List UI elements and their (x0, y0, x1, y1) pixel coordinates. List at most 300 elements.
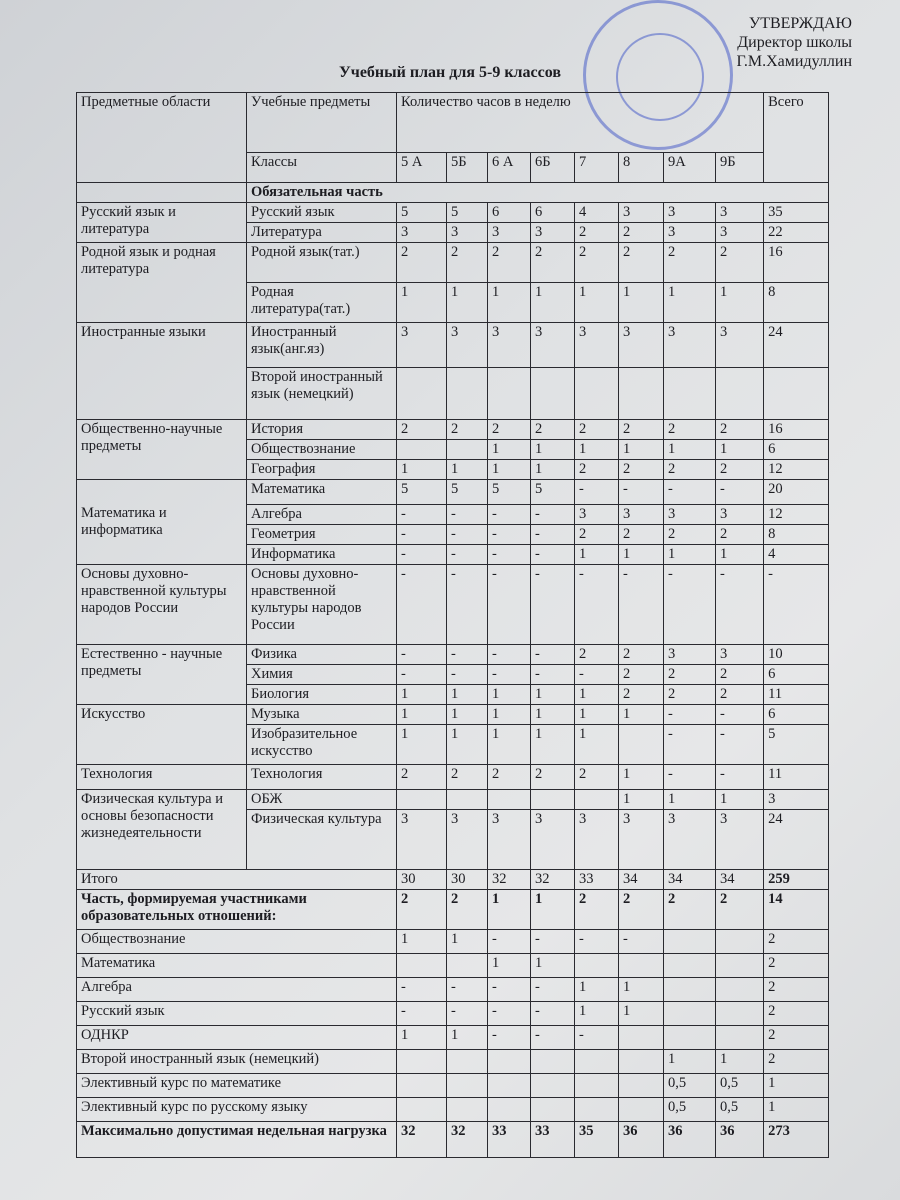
hours-cell: 2 (716, 890, 764, 930)
hours-cell (447, 790, 488, 810)
hours-cell: - (619, 930, 664, 954)
hours-cell: - (397, 545, 447, 565)
hours-cell: 3 (716, 203, 764, 223)
total-cell: 1 (764, 1074, 829, 1098)
hours-cell: - (447, 978, 488, 1002)
hours-cell (397, 1050, 447, 1074)
area-name: Общественно-научные предметы (77, 420, 247, 480)
part2-item-row-label: Элективный курс по русскому языку (77, 1098, 397, 1122)
hours-cell (488, 1074, 531, 1098)
table-row (77, 790, 829, 810)
subject-name: Математика (247, 480, 397, 505)
hours-cell: 5 (488, 480, 531, 505)
hours-cell: 33 (531, 1122, 575, 1158)
hours-cell: 0,5 (664, 1098, 716, 1122)
hours-cell (716, 1002, 764, 1026)
hours-cell: - (488, 565, 531, 645)
subject-name: ОБЖ (247, 790, 397, 810)
hours-cell: 3 (447, 223, 488, 243)
hours-cell: 2 (619, 223, 664, 243)
hours-cell: 3 (664, 645, 716, 665)
hours-cell: - (619, 480, 664, 505)
total-cell: 20 (764, 480, 829, 505)
hours-cell: - (531, 665, 575, 685)
hours-cell: 34 (619, 870, 664, 890)
class-header: 6Б (531, 153, 575, 183)
hours-cell: 2 (531, 765, 575, 790)
hours-cell: - (716, 705, 764, 725)
hours-cell: 2 (447, 243, 488, 283)
hours-cell: 1 (397, 460, 447, 480)
class-header: 5 А (397, 153, 447, 183)
hours-cell: 34 (664, 870, 716, 890)
hours-cell: 2 (575, 765, 619, 790)
hours-cell: 1 (447, 1026, 488, 1050)
hours-cell: - (488, 645, 531, 665)
hours-cell: - (716, 725, 764, 765)
hours-cell: 33 (488, 1122, 531, 1158)
hours-cell: 2 (575, 645, 619, 665)
total-cell: 5 (764, 725, 829, 765)
hours-cell: 1 (664, 790, 716, 810)
itogo-row-label: Итого (77, 870, 397, 890)
hours-cell: 34 (716, 870, 764, 890)
hours-cell: 3 (664, 810, 716, 870)
hours-cell: 1 (447, 685, 488, 705)
hours-cell (397, 790, 447, 810)
hours-cell: 2 (488, 420, 531, 440)
hours-cell: 1 (716, 440, 764, 460)
total-cell: 12 (764, 460, 829, 480)
subject-name: Основы духовно-нравственной культуры народов России (247, 565, 397, 645)
hours-cell: - (397, 645, 447, 665)
total-cell: 273 (764, 1122, 829, 1158)
hours-cell: 3 (531, 810, 575, 870)
hours-cell: 5 (397, 203, 447, 223)
hours-cell: - (488, 930, 531, 954)
hours-cell: - (397, 565, 447, 645)
hours-cell: 2 (575, 243, 619, 283)
table-row (77, 765, 829, 790)
hours-cell: 1 (488, 685, 531, 705)
hours-cell: - (488, 525, 531, 545)
hours-cell: - (619, 565, 664, 645)
total-cell: 11 (764, 765, 829, 790)
hours-cell (531, 1050, 575, 1074)
total-cell: 24 (764, 323, 829, 368)
hours-cell: 5 (397, 480, 447, 505)
hours-cell: - (664, 565, 716, 645)
hours-cell: 0,5 (716, 1098, 764, 1122)
hours-cell: 1 (575, 978, 619, 1002)
hours-cell: 6 (488, 203, 531, 223)
hours-cell: 1 (619, 440, 664, 460)
approval-line-3: Г.М.Хамидуллин (736, 53, 852, 70)
hours-cell (397, 440, 447, 460)
mandatory-empty (77, 183, 247, 203)
hours-cell (447, 368, 488, 420)
hours-cell (531, 1098, 575, 1122)
hours-cell: 1 (716, 545, 764, 565)
class-header: 9Б (716, 153, 764, 183)
hours-cell (664, 1002, 716, 1026)
table-row (77, 323, 829, 368)
hours-cell: 3 (488, 810, 531, 870)
hours-cell: 1 (397, 930, 447, 954)
table-row (77, 203, 829, 223)
subject-name: Родная литература(тат.) (247, 283, 397, 323)
hours-cell: 3 (488, 323, 531, 368)
hours-cell: 1 (488, 725, 531, 765)
hours-cell: - (488, 665, 531, 685)
hours-cell: 1 (531, 705, 575, 725)
part2-item-row (77, 930, 829, 954)
total-cell: 35 (764, 203, 829, 223)
hours-cell: 3 (531, 223, 575, 243)
total-cell: 6 (764, 705, 829, 725)
hours-cell: 1 (619, 1002, 664, 1026)
part2-item-row-label: Элективный курс по математике (77, 1074, 397, 1098)
hours-cell (488, 790, 531, 810)
hours-cell: 36 (664, 1122, 716, 1158)
hours-cell (531, 1074, 575, 1098)
hours-cell: 2 (619, 460, 664, 480)
hours-cell: 1 (619, 765, 664, 790)
document-title: Учебный план для 5-9 классов (339, 64, 561, 81)
hours-cell (397, 1074, 447, 1098)
subject-name: География (247, 460, 397, 480)
hours-cell: 1 (531, 440, 575, 460)
hours-cell: 2 (575, 525, 619, 545)
hours-cell: 36 (716, 1122, 764, 1158)
hours-cell: 1 (619, 790, 664, 810)
hours-cell: 3 (447, 810, 488, 870)
hours-cell: - (447, 665, 488, 685)
area-name: Математика и информатика (77, 480, 247, 565)
hours-cell: 1 (575, 685, 619, 705)
hours-cell: 1 (531, 460, 575, 480)
part2-row-label: Часть, формируемая участниками образовательных отношений: (77, 890, 397, 930)
hours-cell: - (397, 665, 447, 685)
approval-line-2: Директор школы (737, 34, 852, 51)
hours-cell: 3 (531, 323, 575, 368)
hours-cell (619, 1026, 664, 1050)
subject-name: Иностранный язык(анг.яз) (247, 323, 397, 368)
class-header: 6 А (488, 153, 531, 183)
hours-cell: 2 (664, 665, 716, 685)
hours-cell: 32 (488, 870, 531, 890)
hours-cell: - (397, 978, 447, 1002)
hours-cell: 2 (397, 420, 447, 440)
subject-name: Литература (247, 223, 397, 243)
area-name: Искусство (77, 705, 247, 765)
hours-cell: - (716, 765, 764, 790)
hours-cell (488, 1050, 531, 1074)
total-cell: 2 (764, 1002, 829, 1026)
total-cell: 6 (764, 665, 829, 685)
subject-name: Русский язык (247, 203, 397, 223)
hours-cell: - (447, 545, 488, 565)
hours-cell: - (531, 545, 575, 565)
hours-cell: 1 (447, 283, 488, 323)
hours-cell: 2 (664, 685, 716, 705)
hours-cell: - (488, 1026, 531, 1050)
area-name: Родной язык и родная литература (77, 243, 247, 323)
hours-cell (716, 930, 764, 954)
total-cell: 16 (764, 420, 829, 440)
hours-cell: - (531, 930, 575, 954)
hours-cell: - (575, 1026, 619, 1050)
area-name: Основы духовно-нравственной культуры народов России (77, 565, 247, 645)
hours-cell (716, 978, 764, 1002)
hours-cell: 33 (575, 870, 619, 890)
hours-cell: 3 (397, 810, 447, 870)
hours-cell: 5 (531, 480, 575, 505)
hours-cell: 1 (531, 890, 575, 930)
part2-item-row-label: Математика (77, 954, 397, 978)
hours-cell: 1 (397, 1026, 447, 1050)
area-name: Естественно - научные предметы (77, 645, 247, 705)
subject-name: Изобразительное искусство (247, 725, 397, 765)
part2-item-row-label: ОДНКР (77, 1026, 397, 1050)
hours-cell (575, 954, 619, 978)
hours-cell (397, 368, 447, 420)
hours-cell (575, 368, 619, 420)
subject-name: Химия (247, 665, 397, 685)
hours-cell: 2 (664, 460, 716, 480)
max-load-row-label: Максимально допустимая недельная нагрузка (77, 1122, 397, 1158)
hours-cell: 3 (664, 203, 716, 223)
hours-cell: 2 (716, 665, 764, 685)
hours-cell: 2 (447, 765, 488, 790)
hours-cell: 1 (531, 954, 575, 978)
total-cell: 1 (764, 1098, 829, 1122)
hours-cell: - (531, 978, 575, 1002)
class-header: 5Б (447, 153, 488, 183)
hours-cell: 3 (619, 323, 664, 368)
hours-cell (575, 790, 619, 810)
hours-cell: 32 (397, 1122, 447, 1158)
hours-cell: 1 (716, 1050, 764, 1074)
hours-cell: 1 (397, 685, 447, 705)
area-name: Технология (77, 765, 247, 790)
hours-cell: - (531, 525, 575, 545)
hours-cell: - (447, 525, 488, 545)
hours-cell (447, 1050, 488, 1074)
hours-cell: - (575, 665, 619, 685)
hours-cell (575, 1050, 619, 1074)
table-row (77, 565, 829, 645)
hours-cell: 2 (575, 460, 619, 480)
hours-cell (664, 368, 716, 420)
part2-item-row (77, 1074, 829, 1098)
hours-cell: - (488, 978, 531, 1002)
part2-item-row-label: Обществознание (77, 930, 397, 954)
hours-cell (575, 1074, 619, 1098)
hours-cell (664, 978, 716, 1002)
total-cell: 24 (764, 810, 829, 870)
hours-cell: 2 (664, 243, 716, 283)
hours-cell: 1 (488, 440, 531, 460)
hours-cell: 1 (619, 978, 664, 1002)
hours-cell: - (664, 765, 716, 790)
hours-cell: 1 (447, 930, 488, 954)
hours-cell: - (716, 480, 764, 505)
hours-cell: - (397, 1002, 447, 1026)
hours-cell: 1 (575, 283, 619, 323)
subject-name: Геометрия (247, 525, 397, 545)
part2-item-row-label: Русский язык (77, 1002, 397, 1026)
hours-cell: 2 (488, 243, 531, 283)
approval-block (736, 14, 852, 71)
mandatory-row (77, 183, 829, 203)
hours-cell: 2 (531, 420, 575, 440)
approval-line-1: УТВЕРЖДАЮ (748, 15, 852, 32)
total-cell: 2 (764, 954, 829, 978)
table-row (77, 420, 829, 440)
total-cell: 8 (764, 525, 829, 545)
hours-cell (716, 368, 764, 420)
hours-cell: 3 (716, 505, 764, 525)
hours-cell: 2 (716, 525, 764, 545)
hours-cell (716, 954, 764, 978)
class-header: 9А (664, 153, 716, 183)
hours-cell: - (447, 1002, 488, 1026)
hours-cell: - (575, 930, 619, 954)
total-cell: 2 (764, 978, 829, 1002)
class-header: 7 (575, 153, 619, 183)
hours-cell: 3 (716, 223, 764, 243)
hours-cell: - (488, 505, 531, 525)
hours-cell (531, 368, 575, 420)
hours-cell: 1 (619, 545, 664, 565)
hours-cell: 3 (716, 323, 764, 368)
hours-cell: 2 (619, 525, 664, 545)
subject-name: История (247, 420, 397, 440)
subject-name: Второй иностранный язык (немецкий) (247, 368, 397, 420)
hours-cell: - (531, 645, 575, 665)
hours-cell: 2 (664, 890, 716, 930)
hours-cell (664, 954, 716, 978)
hours-cell: 5 (447, 480, 488, 505)
hours-cell: 30 (447, 870, 488, 890)
area-name: Русский язык и литература (77, 203, 247, 243)
hours-cell: 3 (716, 645, 764, 665)
hours-cell: 1 (664, 545, 716, 565)
hours-cell: 3 (397, 223, 447, 243)
header-subjects: Учебные предметы (247, 93, 397, 153)
hours-cell: 1 (575, 545, 619, 565)
subject-name: Алгебра (247, 505, 397, 525)
hours-cell: 3 (575, 323, 619, 368)
total-cell: - (764, 565, 829, 645)
hours-cell: - (664, 480, 716, 505)
subject-name: Родной язык(тат.) (247, 243, 397, 283)
subject-name: Физика (247, 645, 397, 665)
part2-item-row (77, 1002, 829, 1026)
hours-cell: 3 (447, 323, 488, 368)
hours-cell: 2 (575, 420, 619, 440)
hours-cell (397, 954, 447, 978)
total-cell: 2 (764, 1050, 829, 1074)
table-body (77, 93, 829, 1158)
hours-cell: 2 (664, 420, 716, 440)
hours-cell: 6 (531, 203, 575, 223)
hours-cell: 1 (664, 440, 716, 460)
hours-cell: - (397, 505, 447, 525)
hours-cell: 5 (447, 203, 488, 223)
hours-cell: - (531, 1026, 575, 1050)
hours-cell: 1 (619, 705, 664, 725)
hours-cell: 35 (575, 1122, 619, 1158)
total-cell: 3 (764, 790, 829, 810)
header-hours: Количество часов в неделю (397, 93, 764, 153)
hours-cell: 1 (488, 954, 531, 978)
hours-cell: 2 (716, 420, 764, 440)
table-row (77, 705, 829, 725)
hours-cell (619, 1098, 664, 1122)
hours-cell: - (531, 505, 575, 525)
part2-item-row-label: Алгебра (77, 978, 397, 1002)
hours-cell: 0,5 (664, 1074, 716, 1098)
area-name: Иностранные языки (77, 323, 247, 420)
mandatory-label: Обязательная часть (247, 183, 829, 203)
hours-cell: 1 (575, 705, 619, 725)
hours-cell: 30 (397, 870, 447, 890)
part2-row (77, 890, 829, 930)
hours-cell: 2 (397, 765, 447, 790)
hours-cell: 36 (619, 1122, 664, 1158)
hours-cell: 1 (716, 283, 764, 323)
hours-cell (447, 1074, 488, 1098)
hours-cell: 3 (664, 323, 716, 368)
part2-item-row (77, 1098, 829, 1122)
subject-name: Биология (247, 685, 397, 705)
hours-cell: - (575, 565, 619, 645)
hours-cell (619, 368, 664, 420)
hours-cell: - (716, 565, 764, 645)
total-cell: 4 (764, 545, 829, 565)
hours-cell: 2 (397, 890, 447, 930)
hours-cell: 1 (397, 283, 447, 323)
hours-cell: 4 (575, 203, 619, 223)
hours-cell: 1 (716, 790, 764, 810)
hours-cell (619, 954, 664, 978)
hours-cell: 2 (575, 223, 619, 243)
hours-cell: - (447, 645, 488, 665)
hours-cell: 2 (531, 243, 575, 283)
total-cell: 22 (764, 223, 829, 243)
hours-cell: 3 (619, 810, 664, 870)
hours-cell (397, 1098, 447, 1122)
hours-cell: 3 (575, 810, 619, 870)
hours-cell (664, 1026, 716, 1050)
hours-cell: 0,5 (716, 1074, 764, 1098)
part2-item-row (77, 1050, 829, 1074)
hours-cell: 3 (575, 505, 619, 525)
hours-cell: - (531, 565, 575, 645)
hours-cell (716, 1026, 764, 1050)
hours-cell (447, 440, 488, 460)
header-areas: Предметные области (77, 93, 247, 183)
hours-cell: 1 (619, 283, 664, 323)
hours-cell: 1 (531, 685, 575, 705)
hours-cell: - (447, 565, 488, 645)
hours-cell: 2 (397, 243, 447, 283)
hours-cell: 32 (447, 1122, 488, 1158)
hours-cell: 2 (488, 765, 531, 790)
total-cell: 6 (764, 440, 829, 460)
